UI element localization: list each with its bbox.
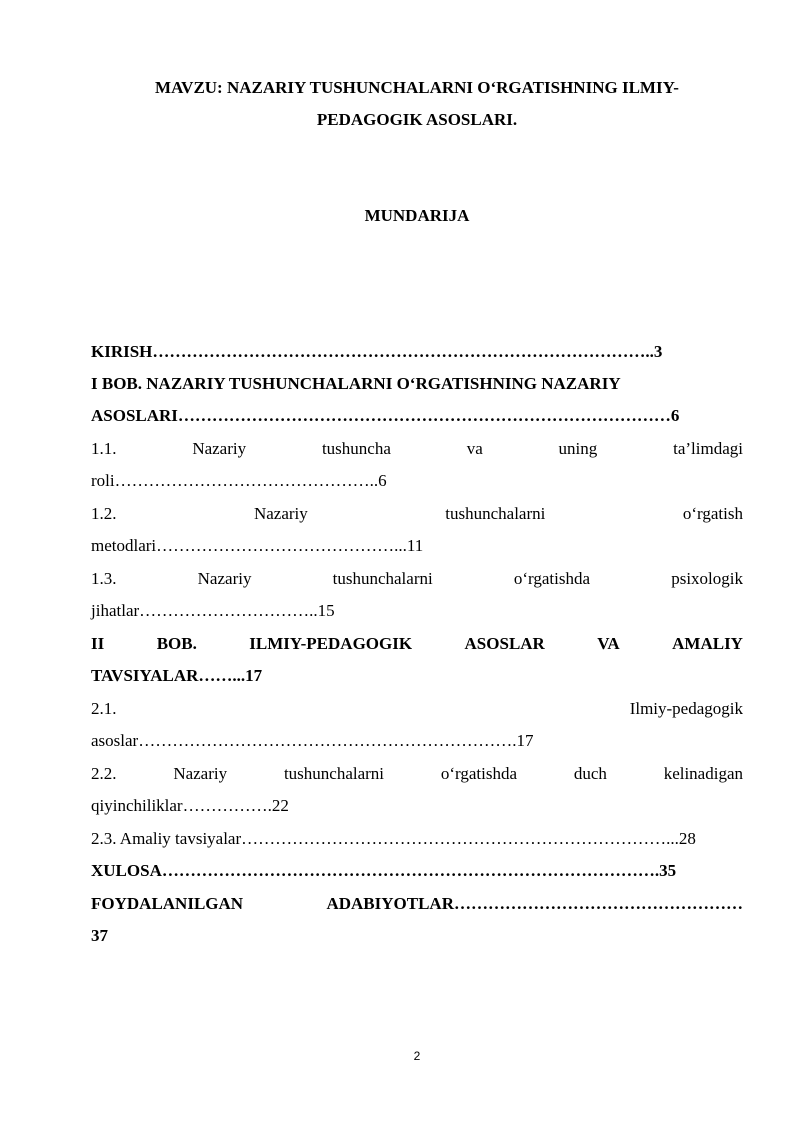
toc-word: tushuncha: [321, 439, 391, 458]
toc-word: va: [466, 439, 483, 458]
toc-word: ILMIY-PEDAGOGIK: [249, 634, 413, 653]
toc-word: Nazariy: [253, 504, 308, 523]
toc-entry-1-1-line-1: [91, 439, 743, 459]
toc-entry-bob2-line-1: [91, 634, 743, 654]
document-title-line-2: PEDAGOGIK ASOSLARI.: [316, 110, 518, 129]
toc-word: 2.1.: [91, 699, 117, 718]
toc-entry-2-2-line-2: qiyinchiliklar…………….22: [91, 796, 289, 815]
document-title-line-1: MAVZU: NAZARIY TUSHUNCHALARNI O‘RGATISHNING ILMIY-: [155, 78, 679, 97]
toc-word: AMALIY: [672, 634, 743, 653]
toc-word: kelinadigan: [663, 764, 743, 783]
toc-word: Nazariy: [197, 569, 252, 588]
contents-heading: MUNDARIJA: [364, 206, 470, 225]
toc-word: tushunchalarni: [445, 504, 546, 523]
toc-word: I BOB. NAZARIY TUSHUNCHALARNI O‘RGATISHNING NAZARIY: [91, 374, 621, 393]
toc-entry-1-3-line-1: [91, 569, 743, 589]
toc-entry-2-3: 2.3. Amaliy tavsiyalar…………………………………………………………………...28: [91, 829, 696, 848]
toc-entry-1-1-line-2: roli………………………………………..6: [91, 471, 387, 490]
toc-word: tushunchalarni: [283, 764, 385, 783]
page-number: 2: [413, 1049, 421, 1063]
toc-entry-foydalanilgan-line-1: [91, 894, 743, 914]
toc-word: ta’limdagi: [673, 439, 743, 458]
toc-word: psixologik: [671, 569, 743, 588]
toc-entry-2-2-line-1: [91, 764, 743, 784]
toc-word: duch: [573, 764, 607, 783]
toc-word: uning: [558, 439, 598, 458]
toc-entry-1-2-line-1: [91, 504, 743, 524]
toc-word: 1.3.: [91, 569, 117, 588]
toc-word: FOYDALANILGAN: [91, 894, 244, 913]
toc-entry-foydalanilgan-line-2: 37: [91, 926, 108, 945]
toc-word: II: [91, 634, 105, 653]
toc-entry-1-2-line-2: metodlari……………………………………...11: [91, 536, 424, 555]
toc-entry-1-3-line-2: jihatlar…………………………..15: [91, 601, 335, 620]
toc-word: 2.2.: [91, 764, 117, 783]
toc-entry-bob1-line-1: [91, 374, 743, 394]
toc-word: Nazariy: [173, 764, 228, 783]
toc-word: 1.1.: [91, 439, 117, 458]
toc-word: o‘rgatish: [682, 504, 743, 523]
toc-word: 1.2.: [91, 504, 117, 523]
toc-entry-bob2-line-2: TAVSIYALAR……...17: [91, 666, 263, 685]
toc-entry-2-1-line-2: asoslar………………………………………………………….17: [91, 731, 534, 750]
toc-word: tushunchalarni: [332, 569, 433, 588]
toc-entry-kirish: KIRISH……………………………………………………………………………..3: [91, 342, 663, 361]
toc-word: VA: [597, 634, 620, 653]
toc-entry-xulosa: XULOSA…………………………………………………………………………….35: [91, 861, 677, 880]
toc-word: Nazariy: [192, 439, 247, 458]
toc-word: ADABIYOTLAR……………………………………………: [326, 894, 743, 913]
toc-word: BOB.: [156, 634, 197, 653]
toc-entry-bob1-line-2: ASOSLARI……………………………………………………………………………6: [91, 406, 680, 425]
toc-word: o‘rgatishda: [513, 569, 591, 588]
toc-word: ASOSLAR: [464, 634, 545, 653]
toc-entry-2-1-line-1: [91, 699, 743, 719]
toc-word: Ilmiy-pedagogik: [629, 699, 743, 718]
toc-word: o‘rgatishda: [440, 764, 518, 783]
